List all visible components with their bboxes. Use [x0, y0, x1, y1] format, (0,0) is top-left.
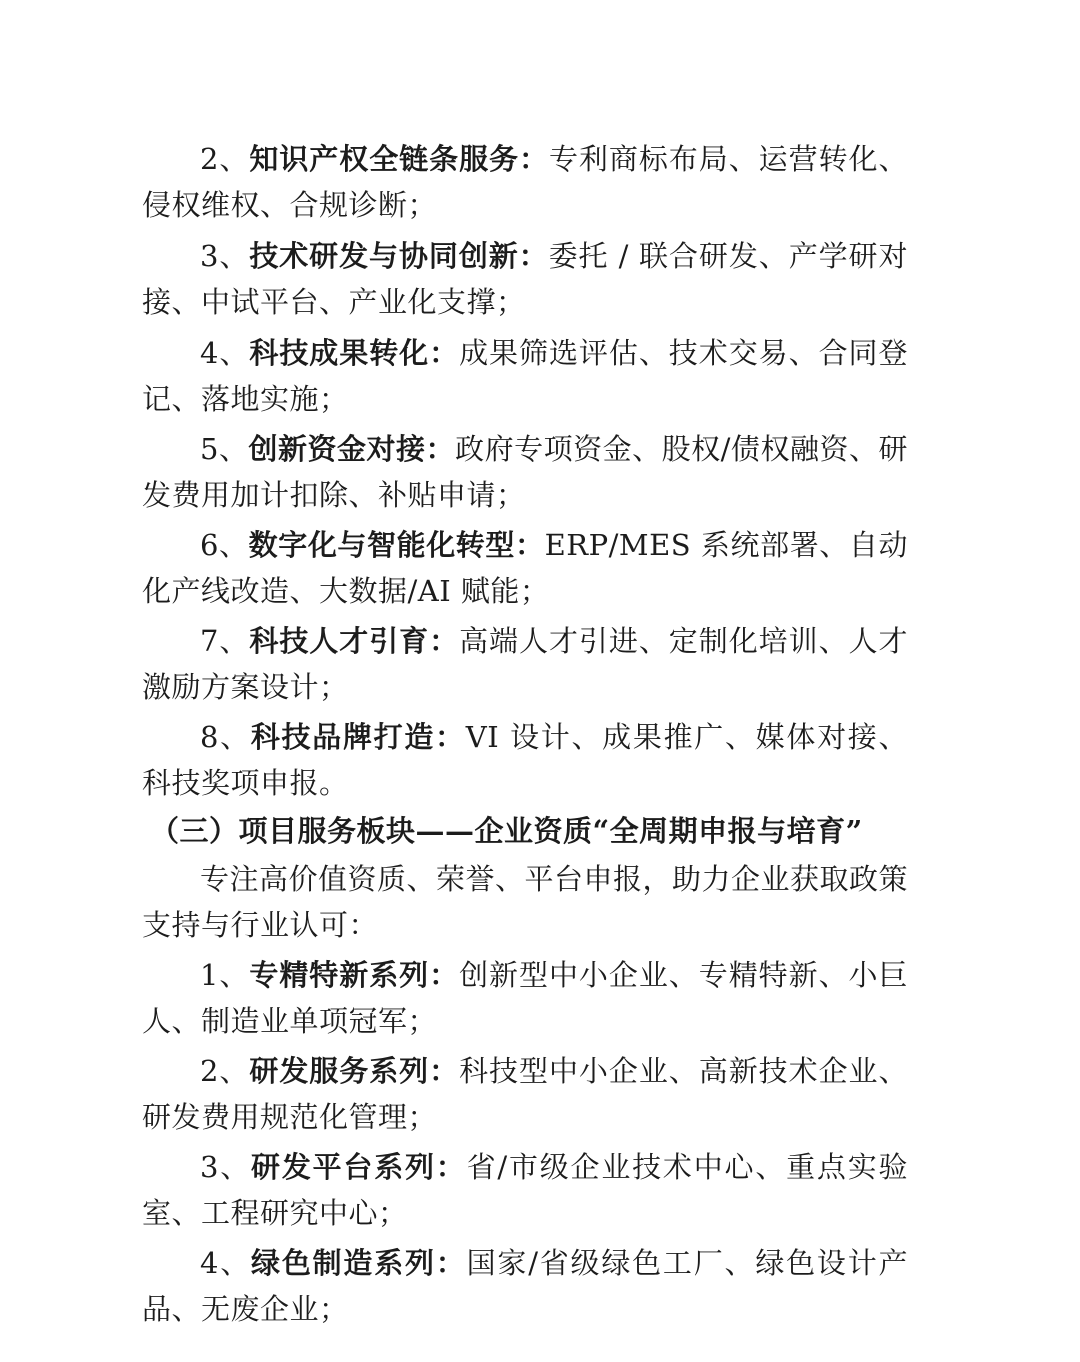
- list-item: [142, 136, 908, 228]
- list-item: [142, 618, 908, 710]
- item-body: 政府专项资金、股权/债权融资、研发费用加计扣除、补贴申请；: [142, 432, 908, 512]
- list-item: [142, 1240, 908, 1332]
- intro-paragraph: 专注高价值资质、荣誉、平台申报，助力企业获取政策支持与行业认可：: [142, 862, 909, 942]
- list-item: [142, 1048, 908, 1140]
- item-number: 8、: [200, 720, 251, 754]
- item-number: 5、: [200, 432, 249, 466]
- list-item: [142, 952, 908, 1044]
- list-item: [142, 330, 908, 422]
- item-body: 成果筛选评估、技术交易、合同登记、落地实施；: [142, 336, 908, 416]
- item-title: 研发服务系列：: [249, 1054, 460, 1088]
- list-item: [142, 714, 908, 806]
- item-title: 科技品牌打造：: [250, 720, 466, 754]
- item-title: 数字化与智能化转型：: [248, 528, 545, 562]
- item-number: 7、: [200, 624, 250, 658]
- item-number: 4、: [200, 336, 250, 370]
- item-body: 国家/省级绿色工厂、绿色设计产品、无废企业；: [142, 1246, 908, 1326]
- item-number: 1、: [200, 958, 250, 992]
- item-body: 专利商标布局、运营转化、侵权维权、合规诊断；: [142, 142, 908, 222]
- item-body: ERP/MES 系统部署、自动化产线改造、大数据/AI 赋能；: [142, 528, 908, 608]
- item-body: VI 设计、成果推广、媒体对接、科技奖项申报。: [142, 720, 908, 800]
- item-title: 科技人才引育：: [249, 624, 460, 658]
- item-body: 省/市级企业技术中心、重点实验室、工程研究中心；: [142, 1150, 908, 1230]
- item-title: 创新资金对接：: [248, 432, 456, 466]
- item-body: 高端人才引进、定制化培训、人才激励方案设计；: [142, 624, 908, 704]
- item-number: 3、: [200, 239, 250, 273]
- item-number: 3、: [200, 1150, 252, 1184]
- item-title: 研发平台系列：: [251, 1150, 467, 1184]
- item-body: 创新型中小企业、专精特新、小巨人、制造业单项冠军；: [142, 958, 908, 1038]
- item-body: 委托 / 联合研发、产学研对接、中试平台、产业化支撑；: [142, 239, 908, 319]
- list-item: [142, 426, 908, 518]
- item-number: 4、: [200, 1246, 252, 1280]
- item-body: 科技型中小企业、高新技术企业、研发费用规范化管理；: [142, 1054, 908, 1134]
- list-item: [142, 233, 908, 325]
- list-item: [142, 1144, 908, 1236]
- item-title: 科技成果转化：: [249, 336, 460, 370]
- item-title: 绿色制造系列：: [251, 1246, 467, 1280]
- item-number: 6、: [200, 528, 249, 562]
- item-number: 2、: [200, 1054, 250, 1088]
- item-number: 2、: [200, 142, 250, 176]
- list-item: [142, 522, 908, 614]
- item-title: 知识产权全链条服务：: [249, 142, 549, 176]
- item-title: 专精特新系列：: [249, 958, 460, 992]
- section-heading: （三）项目服务板块——企业资质“全周期申报与培育”: [150, 814, 863, 848]
- item-title: 技术研发与协同创新：: [249, 239, 549, 273]
